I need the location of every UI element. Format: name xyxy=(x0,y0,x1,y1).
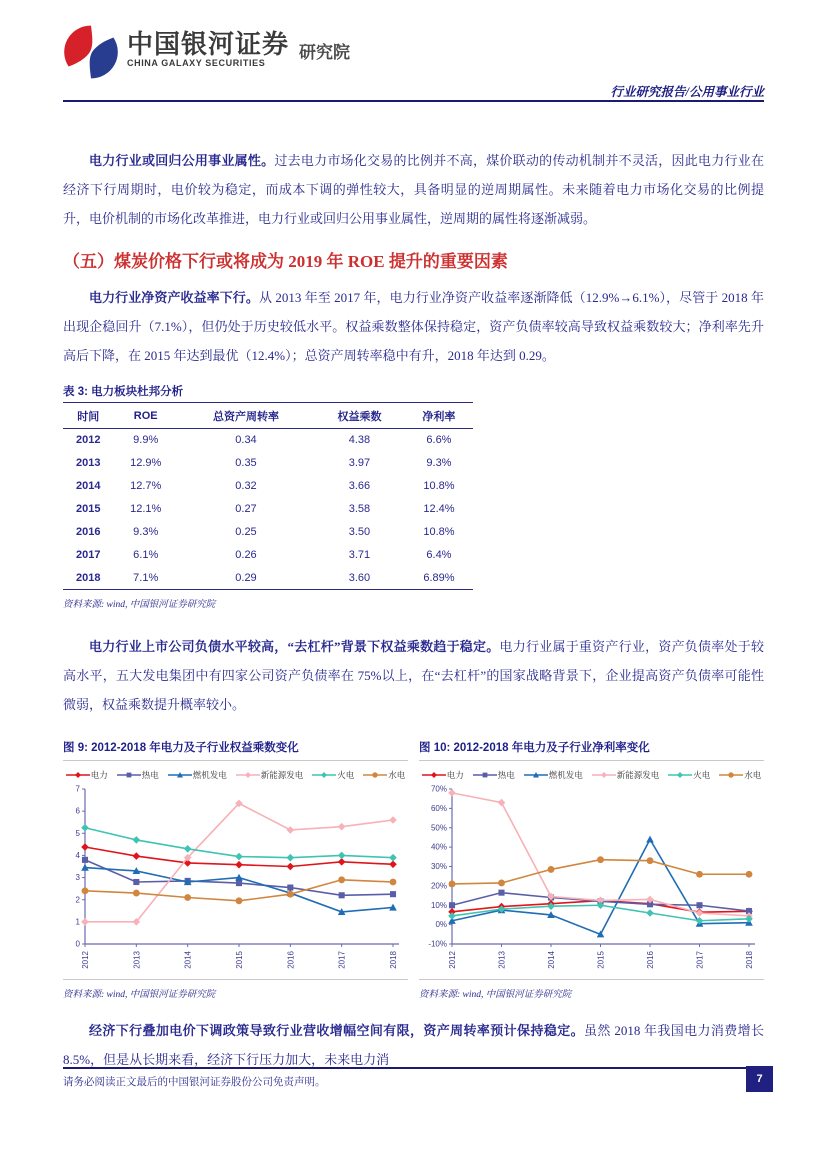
legend-label: 新能源发电 xyxy=(260,770,304,780)
footer-divider xyxy=(63,1067,746,1069)
brand-name-cn: 中国银河证券 xyxy=(127,29,290,59)
table-caption: 表 3: 电力板块杜邦分析 xyxy=(63,386,184,398)
table-cell: 3.50 xyxy=(348,526,371,538)
figure-9-divider xyxy=(63,979,408,980)
legend-swatch-icon xyxy=(422,770,446,780)
table-cell: 4.38 xyxy=(348,434,371,447)
svg-text:2014: 2014 xyxy=(183,951,193,969)
table-row xyxy=(63,521,473,544)
svg-text:2018: 2018 xyxy=(745,951,754,969)
paragraph-4-lead: 经济下行叠加电价下调政策导致行业营收增幅空间有限，资产周转率预计保持稳定。 xyxy=(89,1023,584,1038)
paragraph-4 xyxy=(63,1016,764,1074)
table-cell: 12.4% xyxy=(423,503,455,515)
svg-text:2018: 2018 xyxy=(389,951,398,969)
table-head xyxy=(63,403,473,429)
svg-text:2016: 2016 xyxy=(646,951,655,969)
figure-9-title: 图 9: 2012-2018 年电力及子行业权益乘数变化 xyxy=(63,739,408,761)
table-cell-year: 2017 xyxy=(76,549,101,561)
svg-text:2014: 2014 xyxy=(547,951,556,969)
net-margin-line-chart xyxy=(419,783,764,975)
table-cell-year: 2013 xyxy=(76,457,101,469)
svg-text:2017: 2017 xyxy=(695,951,705,969)
table-row xyxy=(63,452,473,475)
legend-label: 电力 xyxy=(90,770,108,780)
legend-item xyxy=(117,769,159,781)
page-header xyxy=(63,24,764,100)
legend-swatch-icon xyxy=(236,770,260,780)
table-cell-year: 2014 xyxy=(76,480,101,492)
table-cell: 3.58 xyxy=(348,503,371,515)
legend-item xyxy=(422,769,464,781)
legend-label: 新能源发电 xyxy=(616,770,660,780)
svg-text:60%: 60% xyxy=(430,803,447,813)
table-cell: 0.34 xyxy=(235,434,257,447)
legend-label: 水电 xyxy=(388,770,406,780)
table-cell: 6.4% xyxy=(426,549,452,561)
table-cell: 7.1% xyxy=(114,567,178,590)
table-cell-year: 2015 xyxy=(76,503,101,515)
table-row xyxy=(63,475,473,498)
table-cell: 0.29 xyxy=(178,567,314,590)
legend-label: 热电 xyxy=(141,770,159,780)
legend-item xyxy=(524,769,583,781)
svg-text:50%: 50% xyxy=(430,823,447,833)
legend-label: 火电 xyxy=(337,770,355,780)
svg-text:70%: 70% xyxy=(430,784,447,794)
table-cell: 9.3% xyxy=(133,526,159,538)
table-cell: 6.89% xyxy=(405,567,473,590)
table-header-cell: 权益乘数 xyxy=(314,403,405,429)
svg-text:-10%: -10% xyxy=(428,939,447,949)
table-cell: 6.1% xyxy=(133,549,159,561)
brand-name-en: CHINA GALAXY SECURITIES xyxy=(127,58,266,68)
table-cell: 3.66 xyxy=(348,480,371,492)
legend-item xyxy=(168,769,227,781)
svg-text:2: 2 xyxy=(75,895,80,905)
table-row xyxy=(63,567,473,590)
brand-block xyxy=(63,24,764,80)
table-header-cell: 时间 xyxy=(63,403,114,429)
figure-10-source-note: 资料来源: wind, 中国银河证券研究院 xyxy=(419,990,572,1000)
legend-swatch-icon xyxy=(66,770,90,780)
disclaimer-text: 请务必阅读正文最后的中国银河证券股份公司免责声明。 xyxy=(63,1077,326,1088)
legend-label: 电力 xyxy=(446,770,464,780)
figure-row xyxy=(63,739,764,1000)
dupont-analysis-table xyxy=(63,402,473,590)
table-cell-year: 2018 xyxy=(63,567,114,590)
svg-text:2012: 2012 xyxy=(81,951,90,969)
paragraph-3-text: 电力行业属于重资产行业，资产负债率处于较高水平，五大发电集团中有四家公司资产负债率在 75%以上，在“去杠杆”的国家战略背景下，企业提高资产负债率可能性微弱，权益乘数提升概率较小。 xyxy=(63,639,764,712)
table-cell: 0.35 xyxy=(235,457,257,469)
legend-item xyxy=(668,769,710,781)
svg-text:2015: 2015 xyxy=(235,951,244,969)
figure-9 xyxy=(63,739,408,1000)
paragraph-3 xyxy=(63,632,764,719)
table-row xyxy=(63,429,473,452)
svg-text:30%: 30% xyxy=(430,862,447,872)
brand-text xyxy=(127,30,289,68)
paragraph-2-text: 从 2013 年至 2017 年，电力行业净资产收益率逐渐降低（12.9%→6.1%），尽管于 2018 年出现企稳回升（7.1%），但仍处于历史较低水平。权益乘数整体保持稳定，资产负债率较高导致权益乘数较大；净利率先升高后下降，在 2015 年达到最优（12.4%）；总资产周转率稳中有升，2018 年达到 0.29。 xyxy=(63,290,764,363)
svg-text:2012: 2012 xyxy=(448,951,457,969)
legend-swatch-icon xyxy=(168,770,192,780)
figure-10-title: 图 10: 2012-2018 年电力及子行业净利率变化 xyxy=(419,739,764,761)
svg-text:20%: 20% xyxy=(430,881,447,891)
table-cell: 0.26 xyxy=(235,549,257,561)
legend-swatch-icon xyxy=(524,770,548,780)
legend-swatch-icon xyxy=(312,770,336,780)
legend-swatch-icon xyxy=(719,770,743,780)
table-cell: 12.7% xyxy=(130,480,162,492)
legend-item xyxy=(312,769,354,781)
svg-text:2013: 2013 xyxy=(132,951,142,969)
page-content xyxy=(63,112,764,1074)
legend-label: 燃机发电 xyxy=(192,770,227,780)
table-cell-year: 2016 xyxy=(76,526,101,538)
table-row xyxy=(63,544,473,567)
table-cell: 10.8% xyxy=(423,526,455,538)
svg-text:0%: 0% xyxy=(435,920,447,930)
table-row xyxy=(63,498,473,521)
svg-text:2013: 2013 xyxy=(497,951,507,969)
section-heading: （五）煤炭价格下行或将成为 2019 年 ROE 提升的重要因素 xyxy=(63,252,508,271)
table-cell: 6.6% xyxy=(426,434,452,447)
table-cell: 9.3% xyxy=(426,457,452,469)
svg-text:2015: 2015 xyxy=(596,951,606,969)
legend-swatch-icon xyxy=(668,770,692,780)
brand-suffix: 研究院 xyxy=(299,43,351,62)
figure-10 xyxy=(419,739,764,1000)
svg-text:10%: 10% xyxy=(430,900,447,910)
svg-text:40%: 40% xyxy=(430,842,447,852)
legend-item xyxy=(363,769,405,781)
figure-10-legend xyxy=(419,769,764,781)
figure-9-legend xyxy=(63,769,408,781)
legend-swatch-icon xyxy=(592,770,616,780)
table-header-cell: 总资产周转率 xyxy=(178,403,314,429)
table-header-cell: ROE xyxy=(114,403,178,429)
table-cell: 10.8% xyxy=(423,480,455,492)
legend-swatch-icon xyxy=(117,770,141,780)
legend-label: 热电 xyxy=(497,770,515,780)
table-cell: 12.9% xyxy=(130,457,162,469)
table-cell: 0.32 xyxy=(235,480,257,492)
paragraph-3-lead: 电力行业上市公司负债水平较高，“去杠杆”背景下权益乘数趋于稳定。 xyxy=(89,639,500,654)
svg-text:5: 5 xyxy=(75,828,80,838)
table-cell: 3.97 xyxy=(348,457,371,469)
page-number-badge: 7 xyxy=(746,1066,773,1092)
dupont-table-body xyxy=(63,429,473,590)
legend-label: 水电 xyxy=(744,770,762,780)
figure-10-divider xyxy=(419,979,764,980)
table-cell-year: 2012 xyxy=(76,434,101,447)
legend-item xyxy=(719,769,761,781)
table-cell: 0.25 xyxy=(235,526,257,538)
paragraph-2 xyxy=(63,283,764,370)
svg-text:6: 6 xyxy=(75,806,80,816)
table-cell: 3.60 xyxy=(314,567,405,590)
legend-item xyxy=(592,769,660,781)
svg-text:3: 3 xyxy=(75,873,80,883)
table-cell: 0.27 xyxy=(235,503,257,515)
legend-swatch-icon xyxy=(473,770,497,780)
svg-text:2016: 2016 xyxy=(286,951,296,969)
table-header-cell: 净利率 xyxy=(405,403,473,429)
legend-item xyxy=(66,769,108,781)
svg-text:2017: 2017 xyxy=(337,951,347,969)
svg-text:4: 4 xyxy=(75,851,80,861)
svg-text:0: 0 xyxy=(75,939,80,949)
legend-label: 燃机发电 xyxy=(548,770,583,780)
paragraph-1 xyxy=(63,146,764,233)
figure-9-source-note: 资料来源: wind, 中国银河证券研究院 xyxy=(63,990,216,1000)
header-divider xyxy=(63,100,764,102)
legend-swatch-icon xyxy=(363,770,387,780)
paragraph-1-text: 过去电力市场化交易的比例并不高，煤价联动的传动机制并不灵活，因此电力行业在经济下行周期时，电价较为稳定，而成本下调的弹性较大，具备明显的逆周期属性。未来随着电力市场化交易的比例提升，电价机制的市场化改革推进，电力行业或回归公用事业属性，逆周期的属性将逐渐减弱。 xyxy=(63,153,764,226)
table-cell: 9.9% xyxy=(133,434,159,447)
paragraph-2-lead: 电力行业净资产收益率下行。 xyxy=(89,290,259,305)
legend-label: 火电 xyxy=(693,770,711,780)
table-header-row xyxy=(63,403,473,429)
svg-text:1: 1 xyxy=(75,917,80,927)
paragraph-4-text: 虽然 2018 年我国电力消费增长 8.5%，但是从长期来看，经济下行压力加大，未来电力消 xyxy=(63,1023,764,1067)
report-type-label: 行业研究报告/公用事业行业 xyxy=(610,85,764,99)
galaxy-logo-icon xyxy=(63,24,119,80)
table-source-note: 资料来源: wind, 中国银河证券研究院 xyxy=(63,600,216,610)
svg-text:7: 7 xyxy=(75,784,80,794)
equity-multiplier-line-chart xyxy=(63,783,408,975)
legend-item xyxy=(236,769,304,781)
legend-item xyxy=(473,769,515,781)
table-cell: 12.1% xyxy=(130,503,162,515)
paragraph-1-lead: 电力行业或回归公用事业属性。 xyxy=(89,153,275,168)
table-cell: 3.71 xyxy=(348,549,371,561)
